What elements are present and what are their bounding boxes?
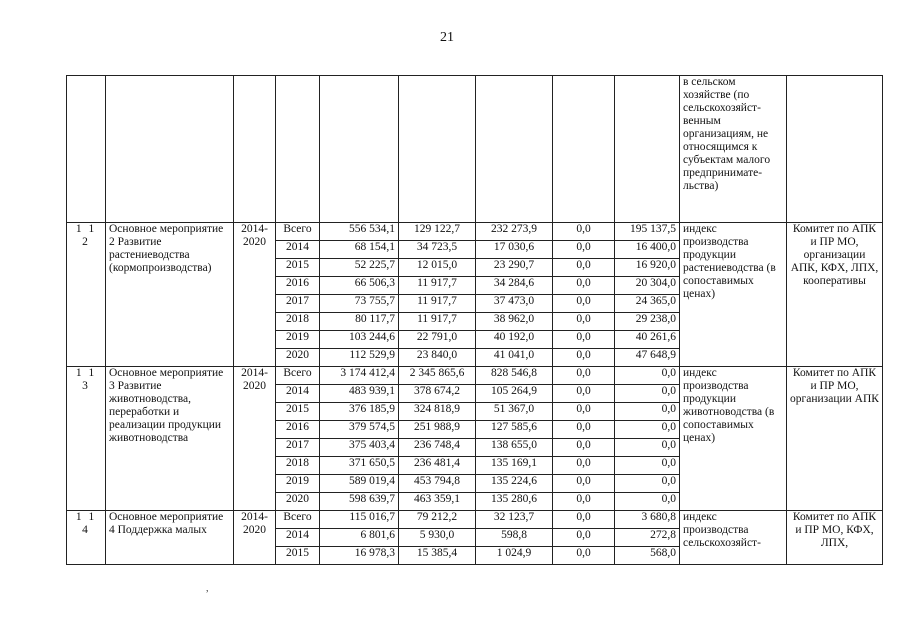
year-cell: 2019: [276, 331, 320, 349]
other-cell: 272,8: [615, 529, 680, 547]
other-cell: 47 648,9: [615, 349, 680, 367]
local-cell: 0,0: [553, 223, 615, 241]
other-cell: 0,0: [615, 421, 680, 439]
local-cell: 0,0: [553, 439, 615, 457]
federal-cell: 135 169,1: [476, 457, 553, 475]
regional-cell: 23 840,0: [399, 349, 476, 367]
year-cell: Всего: [276, 511, 320, 529]
federal-cell: 828 546,8: [476, 367, 553, 385]
empty-cell: [106, 76, 234, 223]
empty-cell: [787, 76, 883, 223]
executor-cell: Комитет по АПК и ПР МО, организации АПК: [787, 367, 883, 511]
page-number: 21: [440, 30, 454, 45]
local-cell: 0,0: [553, 421, 615, 439]
activity-name: Основное мероприятие 3 Развитие животноводства, переработки и реализации продукции животноводства: [106, 367, 234, 511]
activity-period: 2014-2020: [234, 367, 276, 511]
other-cell: 3 680,8: [615, 511, 680, 529]
other-cell: 40 261,6: [615, 331, 680, 349]
other-cell: 16 920,0: [615, 259, 680, 277]
year-cell: 2014: [276, 241, 320, 259]
indicator-cell: индекс производства продукции растениеводства (в сопоставимых ценах): [680, 223, 787, 367]
total-cell: 483 939,1: [320, 385, 399, 403]
total-cell: 115 016,7: [320, 511, 399, 529]
total-cell: 598 639,7: [320, 493, 399, 511]
total-cell: 16 978,3: [320, 547, 399, 565]
federal-cell: 232 273,9: [476, 223, 553, 241]
empty-cell: [553, 76, 615, 223]
year-cell: Всего: [276, 223, 320, 241]
empty-cell: [67, 76, 106, 223]
total-cell: 73 755,7: [320, 295, 399, 313]
year-cell: 2015: [276, 547, 320, 565]
other-cell: 0,0: [615, 475, 680, 493]
indicator-cell: индекс производства продукции животноводства (в сопоставимых ценах): [680, 367, 787, 511]
year-cell: 2020: [276, 493, 320, 511]
total-cell: 52 225,7: [320, 259, 399, 277]
other-cell: 195 137,5: [615, 223, 680, 241]
other-cell: 0,0: [615, 457, 680, 475]
empty-cell: [320, 76, 399, 223]
year-cell: Всего: [276, 367, 320, 385]
total-cell: 379 574,5: [320, 421, 399, 439]
regional-cell: 251 988,9: [399, 421, 476, 439]
total-cell: 376 185,9: [320, 403, 399, 421]
regional-cell: 378 674,2: [399, 385, 476, 403]
regional-cell: 5 930,0: [399, 529, 476, 547]
activity-period: 2014-2020: [234, 223, 276, 367]
year-cell: 2015: [276, 259, 320, 277]
regional-cell: 236 481,4: [399, 457, 476, 475]
total-cell: 66 506,3: [320, 277, 399, 295]
year-cell: 2019: [276, 475, 320, 493]
regional-cell: 463 359,1: [399, 493, 476, 511]
federal-cell: 23 290,7: [476, 259, 553, 277]
local-cell: 0,0: [553, 547, 615, 565]
year-cell: 2020: [276, 349, 320, 367]
total-cell: 68 154,1: [320, 241, 399, 259]
year-cell: 2017: [276, 439, 320, 457]
activity-name: Основное мероприятие 4 Поддержка малых: [106, 511, 234, 565]
federal-cell: 598,8: [476, 529, 553, 547]
local-cell: 0,0: [553, 457, 615, 475]
table-row: [67, 367, 883, 385]
federal-cell: 37 473,0: [476, 295, 553, 313]
federal-cell: 51 367,0: [476, 403, 553, 421]
federal-cell: 38 962,0: [476, 313, 553, 331]
regional-cell: 34 723,5: [399, 241, 476, 259]
section-id: 1 1 4: [67, 511, 106, 565]
federal-cell: 127 585,6: [476, 421, 553, 439]
local-cell: 0,0: [553, 385, 615, 403]
indicator-cell: индекс производства сельскохозяйст-: [680, 511, 787, 565]
local-cell: 0,0: [553, 367, 615, 385]
table-row: [67, 223, 883, 241]
other-cell: 0,0: [615, 367, 680, 385]
federal-cell: 105 264,9: [476, 385, 553, 403]
section-id: 1 1 2: [67, 223, 106, 367]
other-cell: 24 365,0: [615, 295, 680, 313]
other-cell: 0,0: [615, 403, 680, 421]
total-cell: 6 801,6: [320, 529, 399, 547]
empty-cell: [234, 76, 276, 223]
federal-cell: 135 280,6: [476, 493, 553, 511]
empty-cell: [399, 76, 476, 223]
local-cell: 0,0: [553, 241, 615, 259]
total-cell: 112 529,9: [320, 349, 399, 367]
activity-period: 2014-2020: [234, 511, 276, 565]
total-cell: 3 174 412,4: [320, 367, 399, 385]
empty-cell: [615, 76, 680, 223]
local-cell: 0,0: [553, 331, 615, 349]
other-cell: 20 304,0: [615, 277, 680, 295]
other-cell: 16 400,0: [615, 241, 680, 259]
regional-cell: 324 818,9: [399, 403, 476, 421]
regional-cell: 236 748,4: [399, 439, 476, 457]
local-cell: 0,0: [553, 259, 615, 277]
federal-cell: 17 030,6: [476, 241, 553, 259]
total-cell: 371 650,5: [320, 457, 399, 475]
total-cell: 375 403,4: [320, 439, 399, 457]
regional-cell: 15 385,4: [399, 547, 476, 565]
continuation-row: [67, 76, 883, 223]
local-cell: 0,0: [553, 529, 615, 547]
other-cell: 0,0: [615, 439, 680, 457]
indicator-continuation: в сельском хозяйстве (по сельскохозяйст-венным организациям, не относящимся к субъектам малого предпринимате-льства): [680, 76, 787, 223]
federal-cell: 1 024,9: [476, 547, 553, 565]
section-id: 1 1 3: [67, 367, 106, 511]
empty-cell: [476, 76, 553, 223]
regional-cell: 79 212,2: [399, 511, 476, 529]
local-cell: 0,0: [553, 295, 615, 313]
total-cell: 589 019,4: [320, 475, 399, 493]
table-body: [67, 76, 883, 565]
year-cell: 2016: [276, 277, 320, 295]
regional-cell: 129 122,7: [399, 223, 476, 241]
regional-cell: 11 917,7: [399, 295, 476, 313]
total-cell: 103 244,6: [320, 331, 399, 349]
executor-cell: Комитет по АПК и ПР МО, КФХ, ЛПХ,: [787, 511, 883, 565]
local-cell: 0,0: [553, 277, 615, 295]
regional-cell: 11 917,7: [399, 277, 476, 295]
program-activities-table: [66, 75, 883, 565]
local-cell: 0,0: [553, 313, 615, 331]
local-cell: 0,0: [553, 475, 615, 493]
other-cell: 0,0: [615, 493, 680, 511]
other-cell: 0,0: [615, 385, 680, 403]
regional-cell: 12 015,0: [399, 259, 476, 277]
federal-cell: 32 123,7: [476, 511, 553, 529]
total-cell: 556 534,1: [320, 223, 399, 241]
federal-cell: 40 192,0: [476, 331, 553, 349]
federal-cell: 34 284,6: [476, 277, 553, 295]
table-row: [67, 511, 883, 529]
year-cell: 2018: [276, 457, 320, 475]
other-cell: 29 238,0: [615, 313, 680, 331]
local-cell: 0,0: [553, 511, 615, 529]
local-cell: 0,0: [553, 493, 615, 511]
scan-mark: ,: [206, 583, 209, 594]
empty-cell: [276, 76, 320, 223]
executor-cell: Комитет по АПК и ПР МО, организации АПК, КФХ, ЛПХ, кооперативы: [787, 223, 883, 367]
year-cell: 2016: [276, 421, 320, 439]
local-cell: 0,0: [553, 349, 615, 367]
regional-cell: 11 917,7: [399, 313, 476, 331]
other-cell: 568,0: [615, 547, 680, 565]
federal-cell: 41 041,0: [476, 349, 553, 367]
year-cell: 2018: [276, 313, 320, 331]
year-cell: 2015: [276, 403, 320, 421]
federal-cell: 135 224,6: [476, 475, 553, 493]
regional-cell: 2 345 865,6: [399, 367, 476, 385]
year-cell: 2014: [276, 385, 320, 403]
total-cell: 80 117,7: [320, 313, 399, 331]
regional-cell: 22 791,0: [399, 331, 476, 349]
federal-cell: 138 655,0: [476, 439, 553, 457]
local-cell: 0,0: [553, 403, 615, 421]
activity-name: Основное мероприятие 2 Развитие растениеводства (кормопроизводства): [106, 223, 234, 367]
year-cell: 2017: [276, 295, 320, 313]
year-cell: 2014: [276, 529, 320, 547]
regional-cell: 453 794,8: [399, 475, 476, 493]
